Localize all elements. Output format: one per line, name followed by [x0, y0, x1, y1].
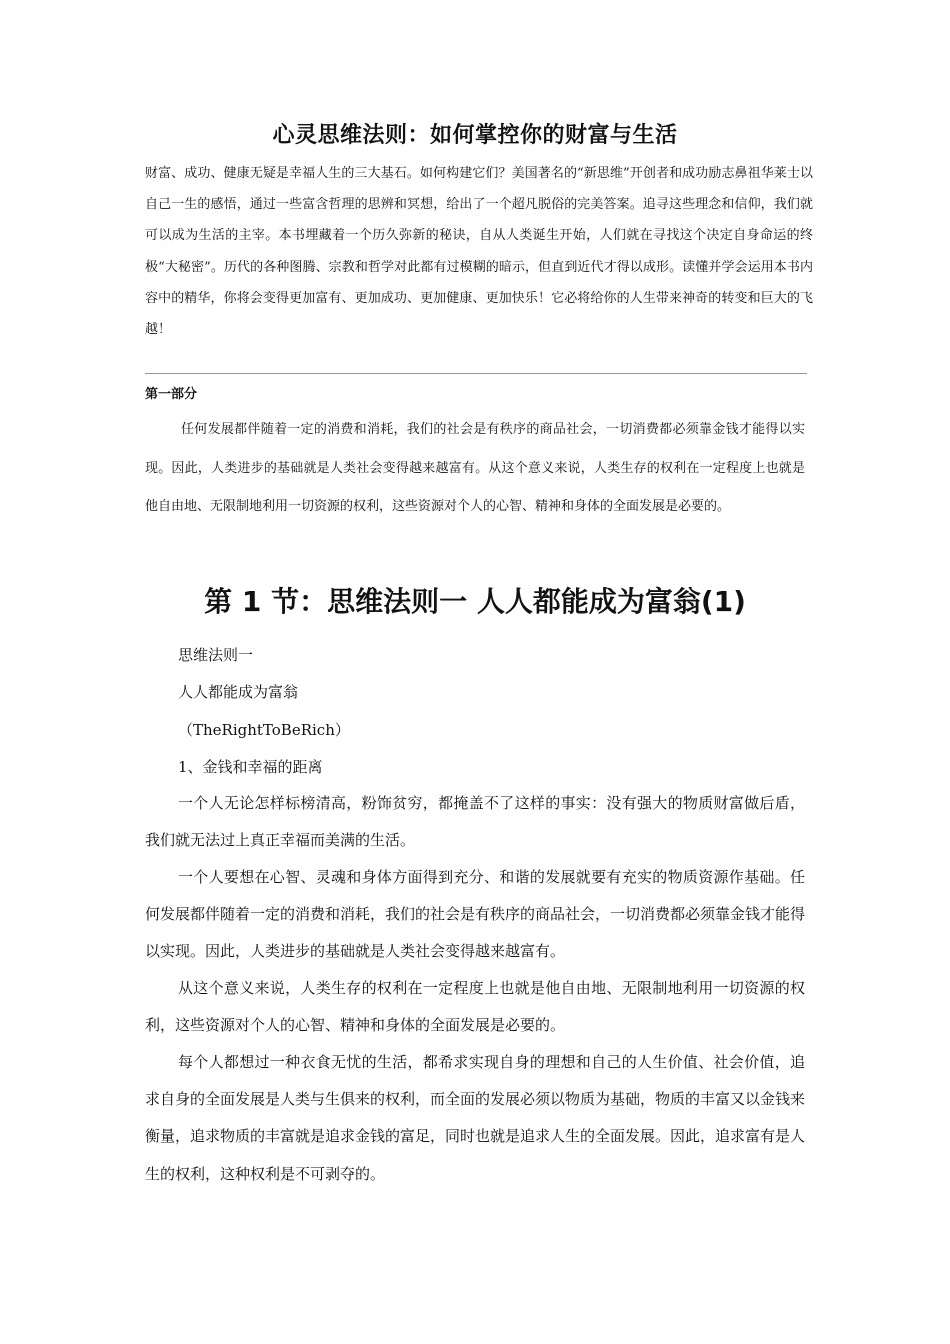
part-label: 第一部分: [145, 387, 198, 402]
law-english-title-line: （TheRightToBeRich）: [178, 721, 350, 739]
intro-paragraph: 财富、成功、健康无疑是幸福人生的三大基石。如何构建它们？美国著名的“新思维”开创者和成功励志鼻祖华莱士以自己一生的感悟，通过一些富含哲理的思辨和冥想，给出了一个超凡脱俗的完美答案。追寻这些理念和信仰，我们就可以成为生活的主宰。本书埋藏着一个历久弥新的秘诀，自从人类诞生开始，人们就在寻找这个决定自身命运的终极“大秘密”。历代的各种图腾、宗教和哲学对此都有过模糊的暗示，但直到近代才得以成形。读懂并学会运用本书内容中的精华，你将会变得更加富有、更加成功、更加健康、更加快乐！它必将给你的人生带来神奇的转变和巨大的飞越！: [145, 166, 813, 338]
law-subtitle-line: 人人都能成为富翁: [178, 683, 299, 701]
body-paragraph: 一个人无论怎样标榜清高，粉饰贫穷，都掩盖不了这样的事实：没有强大的物质财富做后盾，我们就无法过上真正幸福而美满的生活。: [145, 794, 805, 850]
body-paragraph: 一个人要想在心智、灵魂和身体方面得到充分、和谐的发展就要有充实的物质资源作基础。任何发展都伴随着一定的消费和消耗，我们的社会是有秩序的商品社会，一切消费都必须靠金钱才能得以实现。因此，人类进步的基础就是人类社会变得越来越富有。: [145, 868, 806, 961]
section-heading: 第 1 节：思维法则一 人人都能成为富翁(1): [204, 585, 746, 618]
document-title: 心灵思维法则：如何掌控你的财富与生活: [272, 122, 678, 148]
law-title-line: 思维法则一: [178, 646, 254, 664]
part-body-paragraph: 任何发展都伴随着一定的消费和消耗，我们的社会是有秩序的商品社会，一切消费都必须靠金钱才能得以实现。因此，人类进步的基础就是人类社会变得越来越富有。从这个意义来说，人类生存的权利在一定程度上也就是他自由地、无限制地利用一切资源的权利，这些资源对个人的心智、精神和身体的全面发展是必要的。: [145, 422, 805, 514]
body-paragraph: 每个人都想过一种衣食无忧的生活，都希求实现自身的理想和自己的人生价值、社会价值，追求自身的全面发展是人类与生俱来的权利，而全面的发展必须以物质为基础，物质的丰富又以金钱来衡量，追求物质的丰富就是追求金钱的富足，同时也就是追求人生的全面发展。因此，追求富有是人生的权利，这种权利是不可剥夺的。: [145, 1053, 806, 1183]
subsection-heading: 1、金钱和幸福的距离: [178, 758, 323, 776]
section-divider: [145, 373, 807, 374]
body-paragraph: 从这个意义来说，人类生存的权利在一定程度上也就是他自由地、无限制地利用一切资源的权利，这些资源对个人的心智、精神和身体的全面发展是必要的。: [145, 979, 805, 1035]
